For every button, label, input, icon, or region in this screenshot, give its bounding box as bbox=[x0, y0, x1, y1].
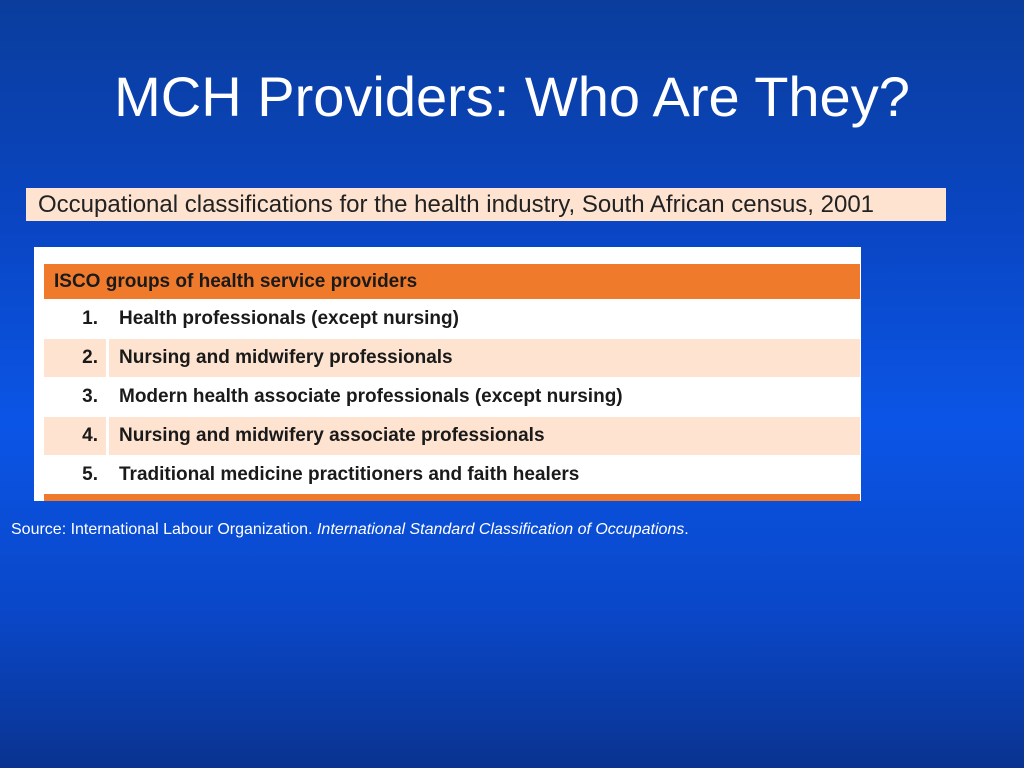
source-suffix: . bbox=[684, 521, 689, 538]
row-label: Modern health associate professionals (except nursing) bbox=[109, 378, 860, 416]
table-row bbox=[44, 378, 860, 416]
table-row bbox=[44, 339, 860, 377]
row-label: Health professionals (except nursing) bbox=[109, 300, 860, 338]
table-row bbox=[44, 300, 860, 338]
table-header: ISCO groups of health service providers bbox=[44, 264, 860, 299]
row-number: 3. bbox=[44, 378, 106, 416]
row-label: Traditional medicine practitioners and faith healers bbox=[109, 456, 860, 494]
row-label: Nursing and midwifery associate professionals bbox=[109, 417, 860, 455]
source-title: International Standard Classification of Occupations bbox=[316, 521, 685, 538]
isco-table-body bbox=[44, 264, 860, 494]
table-row bbox=[44, 456, 860, 494]
row-number: 4. bbox=[44, 417, 106, 455]
row-number: 5. bbox=[44, 456, 106, 494]
row-number: 1. bbox=[44, 300, 106, 338]
figure-caption: Occupational classifications for the health industry, South African census, 2001 bbox=[26, 188, 946, 221]
table-row bbox=[44, 417, 860, 455]
source-prefix: Source: International Labour Organization. bbox=[11, 521, 317, 538]
slide-title: MCH Providers: Who Are They? bbox=[114, 65, 910, 128]
row-number: 2. bbox=[44, 339, 106, 377]
source-citation bbox=[11, 520, 689, 540]
row-label: Nursing and midwifery professionals bbox=[109, 339, 860, 377]
isco-table bbox=[34, 247, 861, 501]
table-bottom-rule bbox=[44, 494, 860, 501]
